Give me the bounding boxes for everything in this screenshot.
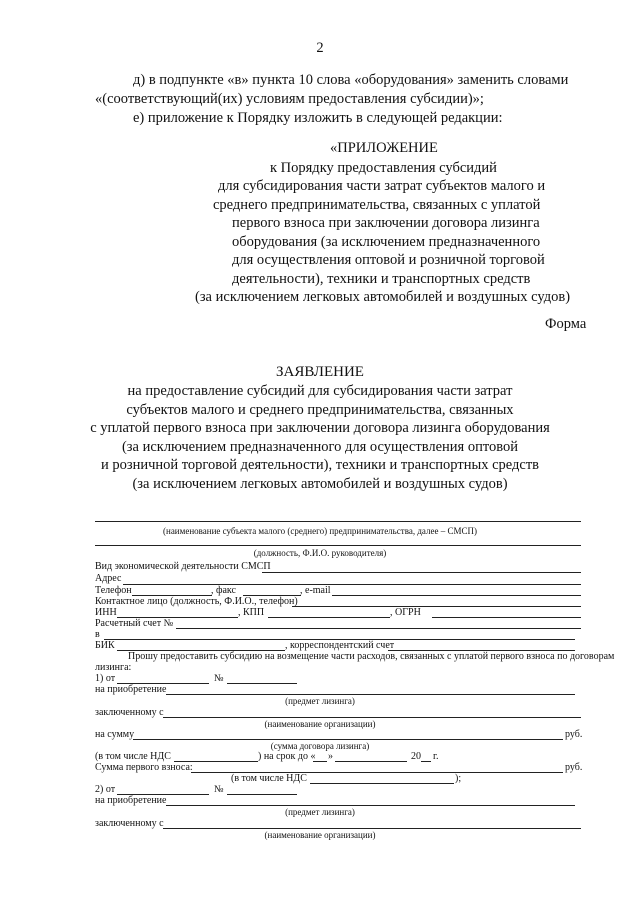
item1-year-prefix: 20 [411,751,421,762]
caption-subject-2: (предмет лизинга) [285,807,355,817]
item2-from-label: 2) от [95,784,116,795]
subtitle-line: с уплатой первого взноса при заключении договора лизинга оборудования [90,420,550,436]
contact-label: Контактное лицо (должность, Ф.И.О., телефон) [95,596,298,607]
form-label: Форма [545,316,587,332]
intro-line-3: е) приложение к Порядку изложить в следующей редакции: [133,110,503,126]
item2-subject-field[interactable] [166,805,575,806]
subtitle-line: на предоставление субсидий для субсидирования части затрат [127,383,513,399]
item1-org-field[interactable] [163,717,581,718]
subtitle-line: (за исключением предназначенного для осуществления оптовой [121,439,519,455]
appendix-title: «ПРИЛОЖЕНИЕ [330,140,438,156]
okved-field[interactable] [262,572,581,573]
caption-org: (наименование организации) [264,719,376,729]
email-label: , e-mail [300,585,331,596]
intro-line-2: «(соответствующий(их) условиям предоставления субсидии)»; [95,91,484,107]
subtitle-line: и розничной торговой деятельности), техники и транспортных средств [100,457,540,473]
item1-quote-close: » [328,751,333,762]
okved-label: Вид экономической деятельности СМСП [95,561,271,572]
appendix-line: деятельности), техники и транспортных средств [232,271,531,287]
appendix-line: первого взноса при заключении договора лизинга [232,215,540,231]
address-label: Адрес [95,573,122,584]
item1-vat-label: (в том числе НДС [95,751,171,762]
appendix-line: (за исключением легковых автомобилей и воздушных судов) [195,289,571,305]
item1-number-field[interactable] [227,683,297,684]
intro-line-1: д) в подпункте «в» пункта 10 слова «оборудования» заменить словами [133,72,569,88]
item2-purchase-label: на приобретение [95,795,167,806]
bank-label: в [95,629,100,640]
phone-label: Телефон [95,585,132,596]
caption-org-2: (наименование организации) [264,830,376,840]
appendix-line: к Порядку предоставления субсидий [270,160,497,176]
first-payment-close: ); [455,773,462,784]
caption-smsp: (наименование субъекта малого (среднего) предпринимательства, далее – СМСП) [163,526,477,536]
item2-number-label: № [214,784,224,795]
corr-label: , корреспондентский счет [285,640,395,651]
account-label: Расчетный счет № [95,618,174,629]
item1-concluded-label: заключенному с [95,707,164,718]
item1-year-suffix: г. [433,751,439,762]
item1-from-label: 1) от [95,673,116,684]
head-name-field[interactable] [95,545,581,546]
ogrn-label: , ОГРН [390,607,421,618]
appendix-line: для субсидирования части затрат субъектов малого и [218,178,546,194]
account-field[interactable] [176,628,581,629]
inn-label: ИНН [95,607,117,618]
ogrn-field[interactable] [432,617,581,618]
email-field[interactable] [332,595,581,596]
item2-number-field[interactable] [227,794,297,795]
appendix-line: оборудования (за исключением предназначенного [232,234,541,250]
address-field[interactable] [123,584,581,585]
bik-label: БИК [95,640,115,651]
caption-subject: (предмет лизинга) [285,696,355,706]
item1-term-year-field[interactable] [421,761,431,762]
page-number: 2 [316,40,324,56]
item1-number-label: № [214,673,224,684]
fax-label: , факс [211,585,236,596]
first-payment-rub: руб. [565,762,583,773]
appendix-line: для осуществления оптовой и розничной торговой [232,252,545,268]
request-line-1: Прошу предоставить субсидию на возмещение части расходов, связанных с уплатой первого взноса по договорам [128,651,615,662]
first-payment-vat-field[interactable] [310,783,454,784]
first-payment-label: Сумма первого взноса: [95,762,193,773]
smsp-name-field[interactable] [95,521,581,522]
kpp-label: , КПП [238,607,265,618]
application-title: ЗАЯВЛЕНИЕ [276,364,364,380]
caption-head: (должность, Ф.И.О. руководителя) [253,548,387,558]
item1-sum-field[interactable] [133,739,563,740]
appendix-line: среднего предпринимательства, связанных с уплатой [213,197,541,213]
item2-concluded-label: заключенному с [95,818,164,829]
item1-term-day-field[interactable] [313,761,327,762]
contact-field[interactable] [292,606,581,607]
item1-subject-field[interactable] [166,694,575,695]
request-line-2: лизинга: [95,662,132,673]
kpp-field[interactable] [268,617,390,618]
item1-purchase-label: на приобретение [95,684,167,695]
item1-term-month-field[interactable] [335,761,407,762]
item1-sum-label: на сумму [95,729,135,740]
subtitle-line: субъектов малого и среднего предпринимательства, связанных [126,402,514,418]
first-payment-vat-label: (в том числе НДС [231,773,307,784]
caption-sum: (сумма договора лизинга) [270,741,370,751]
item2-org-field[interactable] [163,828,581,829]
subtitle-line: (за исключением легковых автомобилей и воздушных судов) [132,476,508,492]
item1-term-label: ) на срок до « [258,751,316,762]
item1-rub-label: руб. [565,729,583,740]
